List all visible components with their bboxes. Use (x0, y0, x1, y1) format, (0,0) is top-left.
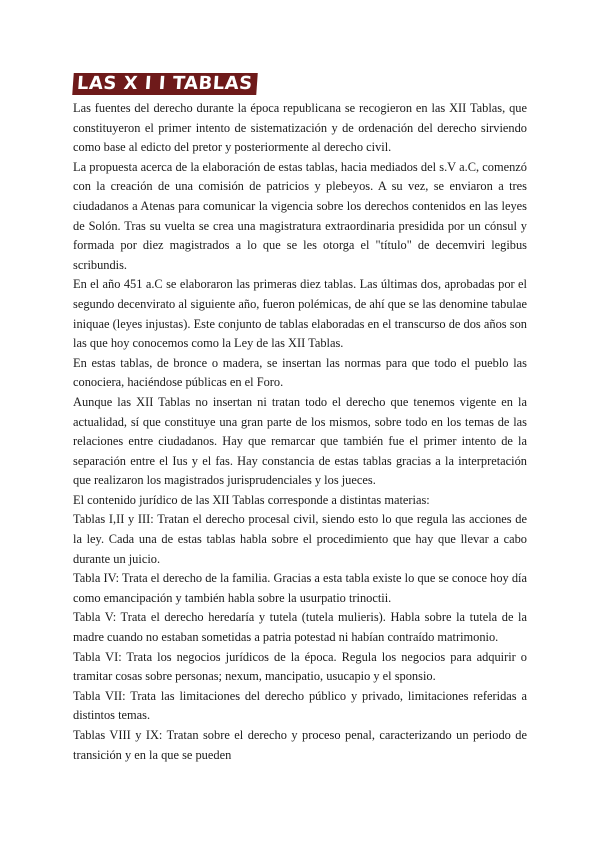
paragraph-tablas-viii-ix: Tablas VIII y IX: Tratan sobre el derecho y proceso penal, caracterizando un periodo de transición y en la que se pueden (73, 728, 527, 762)
paragraph-tabla-v: Tabla V: Trata el derecho heredaría y tutela (tutela mulieris). Habla sobre la tutela de la madre cuando no estaban sometidas a patria potestad ni habían contraído matrimonio. (73, 610, 527, 645)
title-block (73, 73, 257, 95)
paragraph-scope: Aunque las XII Tablas no insertan ni tratan todo el derecho que tenemos vigente en la actualidad, sí que constituye una gran parte de los mismos, sobre todo en los temas de las relaciones entre ciudadanos. Hay que remarcar que también fue el primer intento de la separación entre el Ius y el fas. Hay constancia de estas tablas gracias a la interpretación que realizaron los magistrados jurisprudenciales y los jueces. (73, 394, 527, 488)
paragraph-proposal: La propuesta acerca de la elaboración de estas tablas, hacia mediados del s.V a.C, comenzó con la creación de una comisión de patricios y plebeyos. A su vez, se enviaron a tres ciudadanos a Atenas para comunicar la vigencia sobre los derechos contenidos en las leyes de Solón. Tras su vuelta se crea una magistratura extraordinaria presidida por un cónsul y formada por diez magistrados a lo que se les otorga el "título" de decemviri legibus scribundis. (73, 159, 527, 272)
paragraph-tabla-vi: Tabla VI: Trata los negocios jurídicos de la época. Regula los negocios para adquirir o tramitar cosas sobre personas; nexum, mancipatio, usucapio y el sponsio. (73, 649, 527, 684)
document-body (73, 99, 527, 765)
document-title: LAS X I I TABLAS (72, 73, 257, 95)
paragraph-content-intro: El contenido jurídico de las XII Tablas corresponde a distintas materias: (73, 492, 430, 507)
paragraph-tabla-vii: Tabla VII: Trata las limitaciones del derecho público y privado, limitaciones referidas a distintos temas. (73, 688, 527, 723)
paragraph-intro: Las fuentes del derecho durante la época republicana se recogieron en las XII Tablas, que constituyeron el primer intento de sistematización y de ordenación del derecho sirviendo como base al edicto del pretor y posteriormente al derecho civil. (73, 101, 527, 155)
paragraph-material: En estas tablas, de bronce o madera, se insertan las normas para que todo el pueblo las conociera, haciéndose públicas en el Foro. (73, 355, 527, 390)
paragraph-elaboration: En el año 451 a.C se elaboraron las primeras diez tablas. Las últimas dos, aprobadas por el segundo decenvirato al siguiente año, fueron polémicas, de ahí que se las denomine tabulae iniquae (leyes injustas). Este conjunto de tablas elaboradas en el transcurso de dos años son las que hoy conocemos como la Ley de las XII Tablas. (73, 277, 527, 351)
paragraph-tablas-i-iii: Tablas I,II y III: Tratan el derecho procesal civil, siendo esto lo que regula las acciones de la ley. Cada una de estas tablas habla sobre el procedimiento que hay que llevar a cabo durante un juicio. (73, 512, 527, 566)
paragraph-tabla-iv: Tabla IV: Trata el derecho de la familia. Gracias a esta tabla existe lo que se conoce hoy día como emancipación y también habla sobre la usurpatio trinoctii. (73, 571, 527, 605)
